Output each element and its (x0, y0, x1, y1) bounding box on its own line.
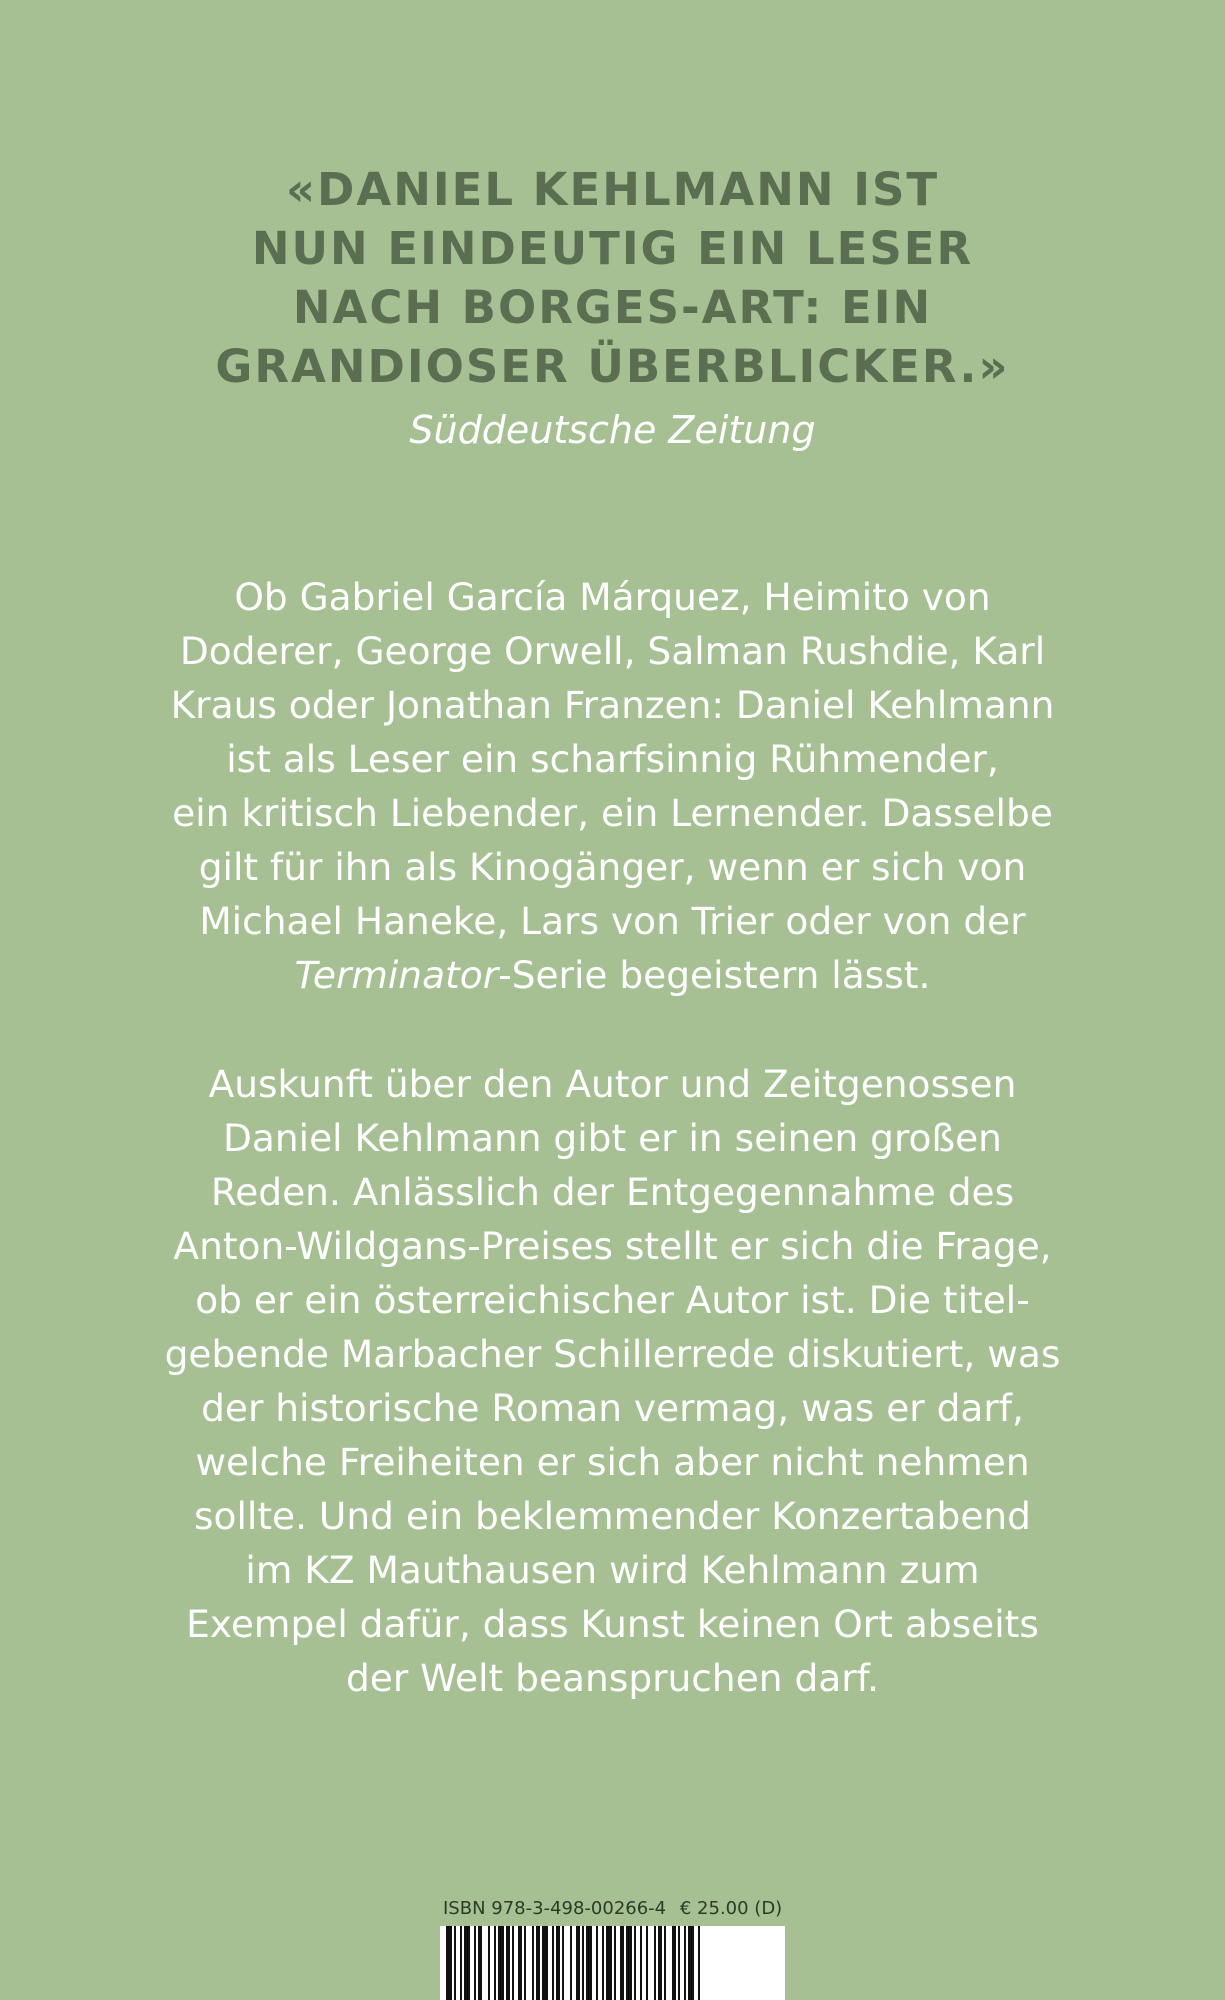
blurb-line: Anton-Wildgans-Preises stellt er sich die Frage, (173, 1224, 1052, 1268)
barcode-bar (640, 1926, 642, 2000)
barcode-bar (494, 1926, 496, 2000)
blurb-line: ob er ein österreichischer Autor ist. Die titel- (195, 1278, 1030, 1322)
barcode-bar (626, 1926, 632, 2000)
barcode-bar (464, 1926, 470, 2000)
quote-line: NUN EINDEUTIG EIN LESER (251, 222, 974, 275)
blurb-line: ein kritisch Liebender, ein Lernender. Dasselbe (172, 791, 1053, 835)
quote-line: NACH BORGES-ART: EIN (292, 281, 933, 334)
blurb-line: Auskunft über den Autor und Zeitgenossen (208, 1062, 1017, 1106)
isbn-number: ISBN 978-3-498-00266-4 (443, 1898, 667, 1919)
barcode-bar (586, 1926, 592, 2000)
blurb-paragraph-1 (0, 570, 1225, 1002)
barcode-bar (536, 1926, 540, 2000)
barcode-bar (562, 1926, 564, 2000)
barcode-bar (446, 1926, 452, 2000)
blurb-line: Kraus oder Jonathan Franzen: Daniel Kehlmann (170, 683, 1055, 727)
barcode-bar (556, 1926, 560, 2000)
barcode-bar (576, 1926, 580, 2000)
isbn-price-line (443, 1897, 783, 1921)
film-title: Terminator (294, 953, 499, 997)
barcode-bar (506, 1926, 510, 2000)
blurb-line-last (0, 948, 1225, 1002)
barcode-bar (582, 1926, 584, 2000)
barcode-bar (488, 1926, 490, 2000)
barcode-bar (684, 1926, 686, 2000)
barcode-bar (474, 1926, 476, 2000)
press-quote (0, 160, 1225, 454)
blurb-line: der historische Roman vermag, was er darf, (201, 1386, 1024, 1430)
blurb-line: Doderer, George Orwell, Salman Rushdie, Karl (179, 629, 1046, 673)
barcode-bar (672, 1926, 676, 2000)
barcode-graphic (440, 1926, 785, 2000)
barcode-bar (688, 1926, 694, 2000)
barcode-bar (498, 1926, 504, 2000)
quote-source: Süddeutsche Zeitung (409, 408, 816, 452)
barcode-bar (552, 1926, 554, 2000)
blurb-line: im KZ Mauthausen wird Kehlmann zum (245, 1548, 980, 1592)
barcode-bar (614, 1926, 616, 2000)
blurb-line: Daniel Kehlmann gibt er in seinen großen (223, 1116, 1002, 1160)
blurb-line-rest: -Serie begeistern lässt. (498, 953, 931, 997)
barcode-bar (658, 1926, 662, 2000)
barcode-bar (634, 1926, 636, 2000)
barcode-bar (698, 1926, 700, 2000)
blurb-paragraph-2 (0, 1057, 1225, 1705)
blurb-line: Ob Gabriel García Márquez, Heimito von (234, 575, 991, 619)
barcode-bar (678, 1926, 680, 2000)
blurb-line: Michael Haneke, Lars von Trier oder von der (199, 899, 1026, 943)
barcode-bar (478, 1926, 482, 2000)
barcode-bar (460, 1926, 462, 2000)
barcode-bar (518, 1926, 522, 2000)
barcode-bar (646, 1926, 648, 2000)
quote-line: «DANIEL KEHLMANN IST (285, 163, 940, 216)
barcode-bar (570, 1926, 572, 2000)
blurb-line: ist als Leser ein scharfsinnig Rühmender, (226, 737, 999, 781)
blurb-line: Exempel dafür, dass Kunst keinen Ort abseits (186, 1602, 1039, 1646)
blurb-line: gebende Marbacher Schillerrede diskutiert, was (164, 1332, 1061, 1376)
blurb-line: der Welt beanspruchen darf. (345, 1656, 880, 1700)
blurb-line: welche Freiheiten er sich aber nicht nehmen (195, 1440, 1030, 1484)
barcode-bar (524, 1926, 526, 2000)
barcode-bar (512, 1926, 514, 2000)
barcode-bar (664, 1926, 666, 2000)
barcode-bar (620, 1926, 624, 2000)
barcode-bar (654, 1926, 656, 2000)
barcode-bar (606, 1926, 612, 2000)
barcode-bar (596, 1926, 598, 2000)
quote-line: GRANDIOSER ÜBERBLICKER.» (215, 340, 1010, 393)
barcode-bar (532, 1926, 534, 2000)
barcode-bar (454, 1926, 456, 2000)
price: € 25.00 (D) (679, 1898, 783, 1919)
barcode-bar (542, 1926, 548, 2000)
blurb-line: gilt für ihn als Kinogänger, wenn er sich von (198, 845, 1027, 889)
barcode (440, 1926, 785, 2000)
blurb-line: Reden. Anlässlich der Entgegennahme des (210, 1170, 1015, 1214)
barcode-bar (602, 1926, 604, 2000)
blurb-line: sollte. Und ein beklemmender Konzertabend (194, 1494, 1031, 1538)
